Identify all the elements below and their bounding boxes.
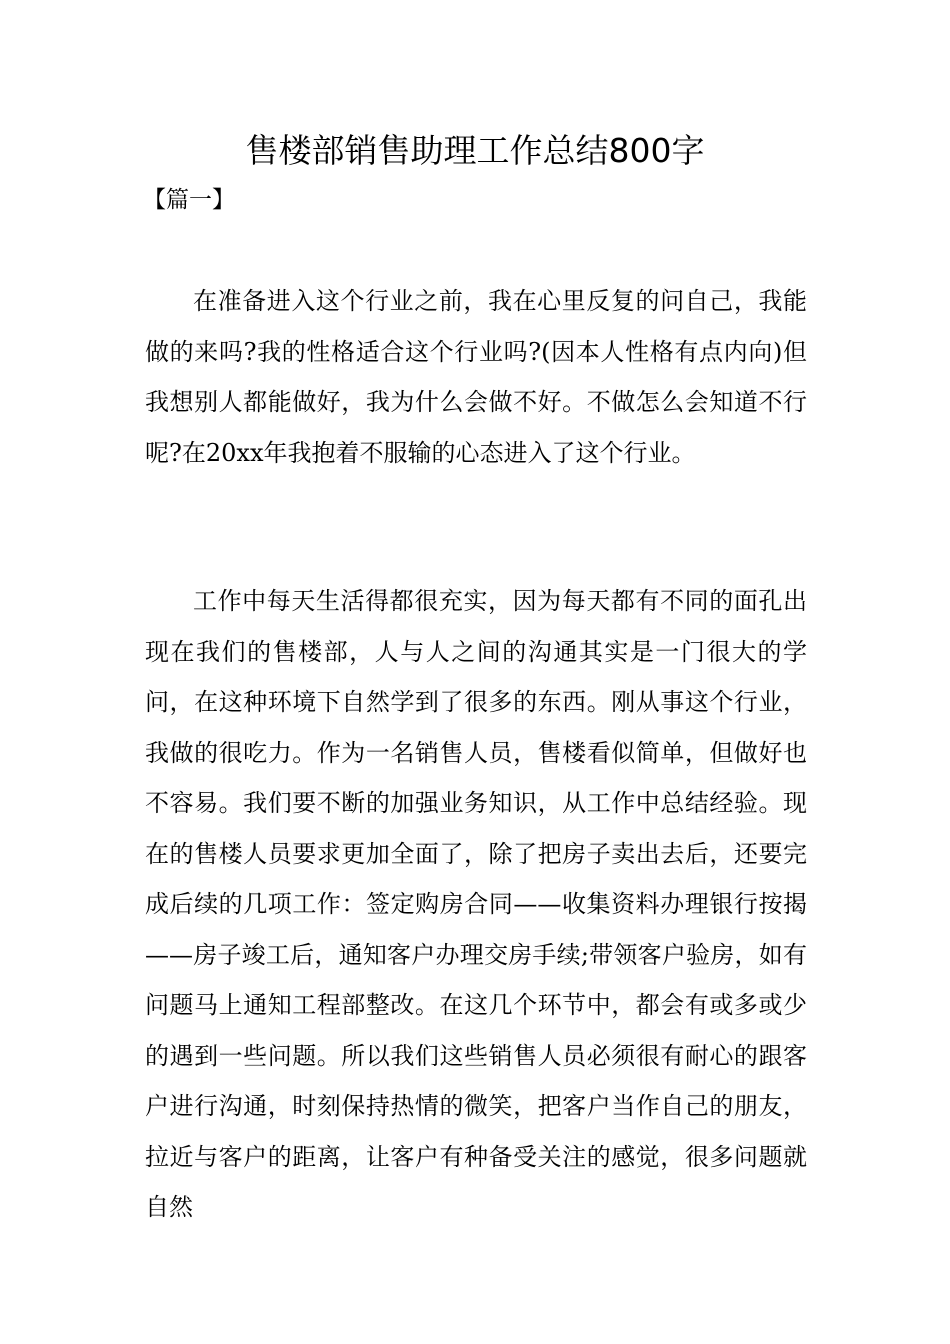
paragraph-2: 工作中每天生活得都很充实，因为每天都有不同的面孔出现在我们的售楼部，人与人之间的沟通其实是一门很大的学问，在这种环境下自然学到了很多的东西。刚从事这个行业，我做的很吃力。作为一名销售人员，售楼看似简单，但做好也不容易。我们要不断的加强业务知识，从工作中总结经验。现在的售楼人员要求更加全面了，除了把房子卖出去后，还要完成后续的几项工作：签定购房合同——收集资料办理银行按揭——房子竣工后，通知客户办理交房手续;带领客户验房，如有问题马上通知工程部整改。在这几个环节中，都会有或多或少的遇到一些问题。所以我们这些销售人员必须很有耐心的跟客户进行沟通，时刻保持热情的微笑，把客户当作自己的朋友，拉近与客户的距离，让客户有种备受关注的感觉，很多问题就自然 [145,587,807,1221]
section-label: 【篇一】 [143,187,235,213]
document-title: 售楼部销售助理工作总结800字 [245,131,705,170]
paragraph-1: 在准备进入这个行业之前，我在心里反复的问自己，我能做的来吗?我的性格适合这个行业吗?(因本人性格有点内向)但我想别人都能做好，我为什么会做不好。不做怎么会知道不行呢?在20xx年我抱着不服输的心态进入了这个行业。 [145,287,807,467]
